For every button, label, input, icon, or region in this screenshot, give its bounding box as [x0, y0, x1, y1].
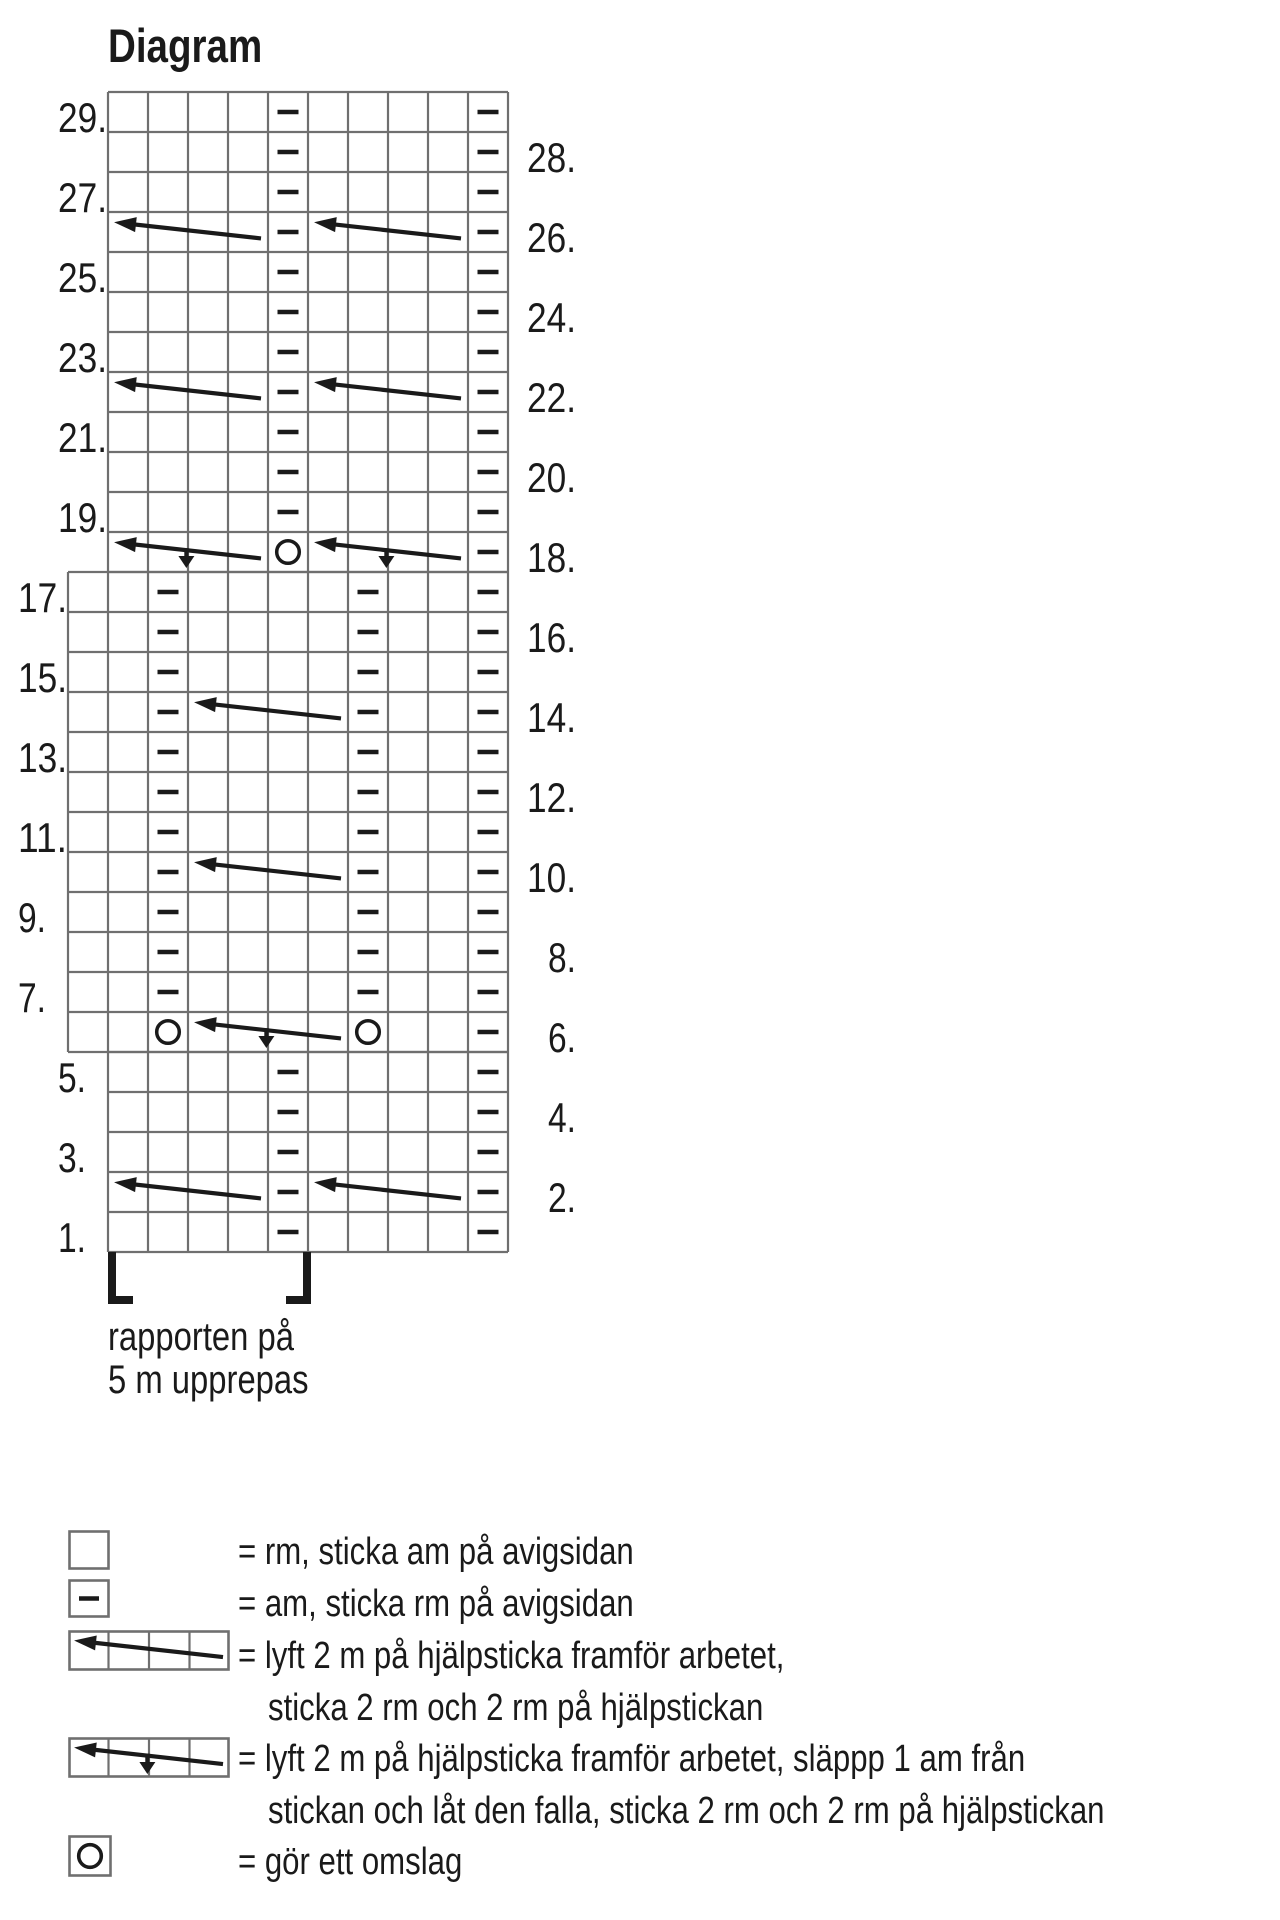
row-label: 13. — [18, 734, 67, 781]
yarn-over-circle — [157, 1021, 180, 1044]
row-label: 26. — [527, 214, 576, 261]
grid-section — [68, 572, 508, 1052]
row-label: 18. — [527, 534, 576, 581]
row-label: 5. — [58, 1054, 86, 1101]
row-label: 24. — [527, 294, 576, 341]
row-label: 4. — [548, 1094, 576, 1141]
row-label: 3. — [58, 1134, 86, 1181]
yarn-over-circle — [277, 541, 300, 564]
row-label: 25. — [58, 254, 107, 301]
yarn-over-symbol — [68, 1835, 112, 1877]
row-label: 2. — [548, 1174, 576, 1221]
row-label: 17. — [18, 574, 67, 621]
row-label: 12. — [527, 774, 576, 821]
row-label: 19. — [58, 494, 107, 541]
page-title: Diagram — [108, 19, 263, 72]
row-label: 16. — [527, 614, 576, 661]
row-label: 1. — [58, 1214, 86, 1261]
row-label: 8. — [548, 934, 576, 981]
legend-text-cable-2: sticka 2 rm och 2 rm på hjälpstickan — [268, 1687, 764, 1729]
legend-text-purl: = am, sticka rm på avigsidan — [238, 1583, 634, 1625]
legend-text-cabledrop-1: = lyft 2 m på hjälpsticka framför arbetet, släppp 1 am från — [238, 1738, 1026, 1780]
row-label: 23. — [58, 334, 107, 381]
row-label: 27. — [58, 174, 107, 221]
repeat-label-line2: 5 m upprepas — [108, 1358, 309, 1402]
row-label: 7. — [18, 974, 46, 1021]
row-label: 21. — [58, 414, 107, 461]
row-label: 11. — [18, 814, 67, 861]
repeat-label-line1: rapporten på — [108, 1315, 295, 1359]
cable-front-symbol — [68, 1630, 230, 1671]
row-label: 15. — [18, 654, 67, 701]
row-label: 29. — [58, 94, 107, 141]
row-label: 22. — [527, 374, 576, 421]
row-label: 28. — [527, 134, 576, 181]
row-label: 9. — [18, 894, 46, 941]
legend-text-cable-1: = lyft 2 m på hjälpsticka framför arbetet, — [238, 1635, 785, 1677]
row-label: 10. — [527, 854, 576, 901]
row-label: 20. — [527, 454, 576, 501]
row-label: 14. — [527, 694, 576, 741]
grid-section — [108, 92, 508, 572]
yarn-over-circle — [357, 1021, 380, 1044]
purl-square-symbol — [68, 1579, 110, 1618]
cable-front-drop-symbol — [68, 1737, 230, 1778]
row-label: 6. — [548, 1014, 576, 1061]
legend-text-knit: = rm, sticka am på avigsidan — [238, 1531, 634, 1573]
knit-square-symbol — [68, 1530, 110, 1570]
legend-text-yarnover: = gör ett omslag — [238, 1841, 463, 1883]
grid-section — [108, 1052, 508, 1252]
repeat-bracket — [112, 1252, 307, 1300]
legend-text-cabledrop-2: stickan och låt den falla, sticka 2 rm och 2 rm på hjälpstickan — [268, 1790, 1105, 1832]
